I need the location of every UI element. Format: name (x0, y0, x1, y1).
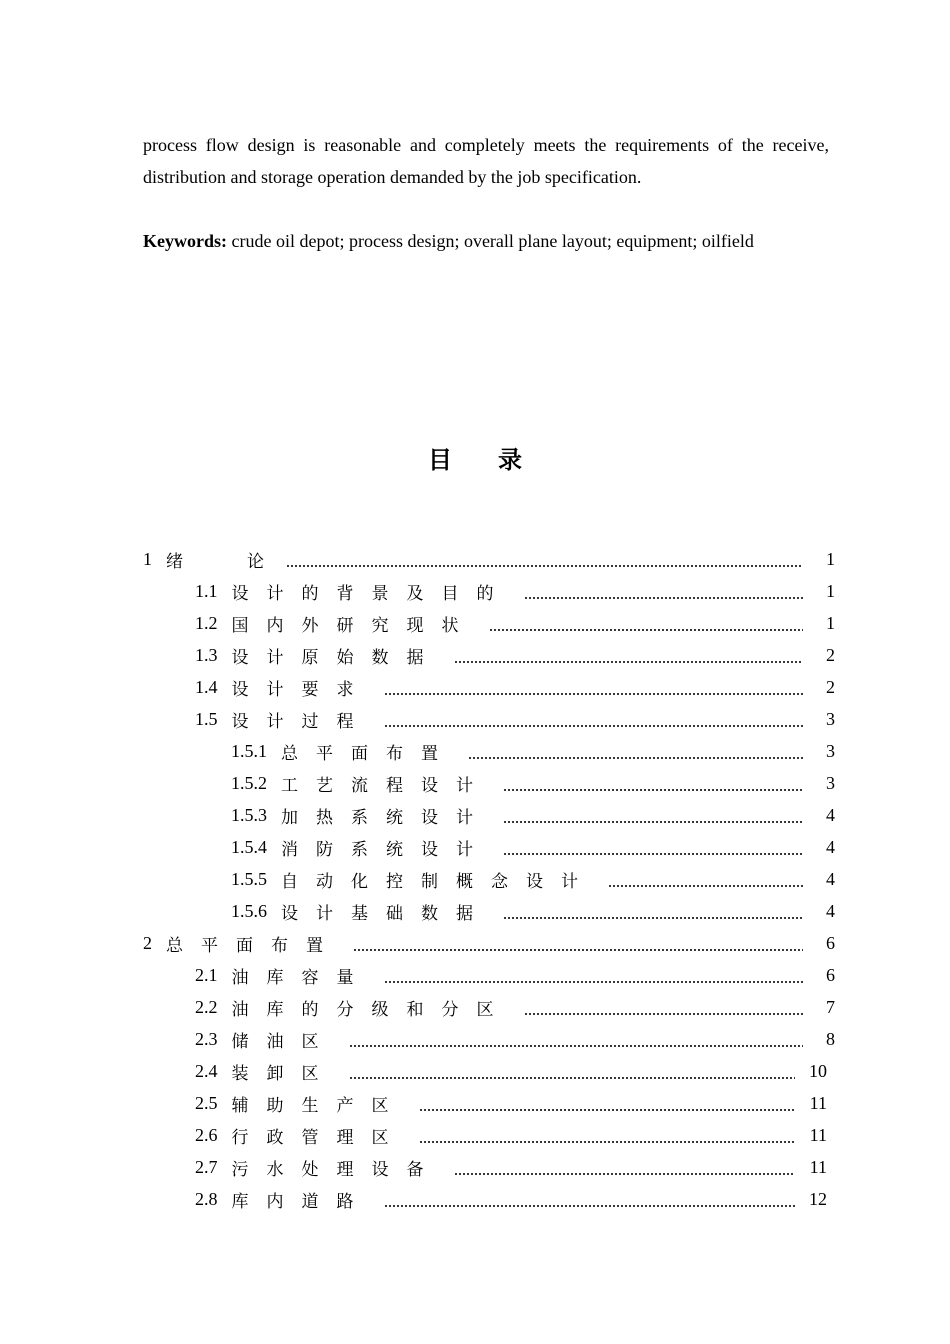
toc-entry-title: 国内外研究现状 (231, 615, 477, 636)
toc-entry-title: 污水处理设备 (231, 1159, 442, 1180)
toc-entry-title: 设计的背景及目的 (231, 583, 512, 604)
toc-entry-number: 1.2 (195, 612, 218, 633)
toc-leader-dots (503, 899, 803, 923)
toc-entry-page: 10 (809, 1060, 827, 1081)
toc-entry-number: 2.2 (195, 996, 218, 1017)
toc-leader-dots (384, 707, 804, 731)
toc-entry[interactable] (231, 831, 835, 863)
toc-entry-number: 1.5.1 (231, 740, 267, 761)
toc-entry-number: 2.3 (195, 1028, 218, 1049)
toc-leader-dots (286, 547, 803, 571)
toc-leader-dots (384, 1187, 796, 1211)
toc-entry-title: 设计过程 (231, 711, 372, 732)
toc-entry-number: 1.1 (195, 580, 218, 601)
toc-entry-title: 辅助生产区 (231, 1095, 407, 1116)
toc-entry[interactable] (143, 543, 835, 575)
toc-entry-page: 3 (826, 740, 835, 761)
toc-entry[interactable] (231, 863, 835, 895)
toc-entry-number: 1.5.3 (231, 804, 267, 825)
toc-entry-number: 1.5.4 (231, 836, 267, 857)
toc-entry-page: 4 (826, 804, 835, 825)
toc-leader-dots (489, 611, 804, 635)
toc-entry[interactable] (195, 959, 835, 991)
toc-leader-dots (349, 1027, 804, 1051)
toc-leader-dots (419, 1123, 796, 1147)
toc-entry-page: 6 (826, 964, 835, 985)
toc-entry-page: 1 (826, 548, 835, 569)
toc-entry-number: 2 (143, 932, 152, 953)
toc-entry-title: 自动化控制概念设计 (281, 871, 596, 892)
toc-entry-page: 1 (826, 580, 835, 601)
toc-leader-dots (503, 771, 803, 795)
toc-entry-number: 2.6 (195, 1124, 218, 1145)
toc-entry[interactable] (195, 671, 835, 703)
toc-entry[interactable] (195, 607, 835, 639)
toc-entry[interactable] (231, 735, 835, 767)
toc-entry[interactable] (195, 1119, 827, 1151)
toc-entry-page: 4 (826, 868, 835, 889)
toc-entry-page: 11 (809, 1092, 827, 1113)
toc-entry-number: 1.3 (195, 644, 218, 665)
keywords-line (143, 225, 829, 257)
toc-entry-number: 2.7 (195, 1156, 218, 1177)
toc-entry[interactable] (231, 895, 835, 927)
toc-entry-title: 消防系统设计 (281, 839, 491, 860)
toc-entry-title: 总平面布置 (166, 935, 341, 956)
toc-entry-page: 3 (826, 772, 835, 793)
toc-entry-number: 2.8 (195, 1188, 218, 1209)
toc-entry-page: 11 (809, 1156, 827, 1177)
toc-entry[interactable] (195, 1151, 827, 1183)
toc-entry-title: 加热系统设计 (281, 807, 491, 828)
toc-entry-page: 12 (809, 1188, 827, 1209)
abstract-text: process flow design is reasonable and completely meets the requirements of the receive, distribution and storage operation demanded by the job specification. (143, 135, 829, 187)
toc-entry[interactable] (195, 1023, 835, 1055)
toc-leader-dots (353, 931, 803, 955)
keywords-label: Keywords: (143, 231, 227, 251)
toc-leader-dots (468, 739, 803, 763)
toc-entry-page: 2 (826, 676, 835, 697)
toc-entry-page: 11 (809, 1124, 827, 1145)
toc-entry-title: 装卸区 (231, 1063, 337, 1084)
toc-entry-number: 1 (143, 548, 152, 569)
toc-entry-number: 1.4 (195, 676, 218, 697)
toc-entry[interactable] (195, 1055, 827, 1087)
toc-entry[interactable] (195, 1183, 827, 1215)
toc-entry-title: 行政管理区 (231, 1127, 407, 1148)
toc-leader-dots (524, 579, 804, 603)
toc-entry-page: 3 (826, 708, 835, 729)
toc-entry-number: 2.4 (195, 1060, 218, 1081)
toc-entry-page: 2 (826, 644, 835, 665)
toc-entry-title: 油库容量 (231, 967, 372, 988)
toc-entry[interactable] (231, 767, 835, 799)
toc-entry-title: 工艺流程设计 (281, 775, 491, 796)
toc-entry-title: 绪 论 (166, 551, 274, 572)
toc-entry-page: 6 (826, 932, 835, 953)
toc-entry-number: 1.5.5 (231, 868, 267, 889)
toc-entry-number: 1.5.6 (231, 900, 267, 921)
toc-entry-title: 总平面布置 (281, 743, 456, 764)
toc-leader-dots (349, 1059, 796, 1083)
toc-leader-dots (454, 1155, 796, 1179)
toc-entry[interactable] (195, 703, 835, 735)
toc-entry[interactable] (195, 639, 835, 671)
toc-entry-title: 设计原始数据 (231, 647, 442, 668)
toc-title: 目录 (428, 446, 568, 474)
toc-entry-title: 储油区 (231, 1031, 337, 1052)
keywords-text: crude oil depot; process design; overall plane layout; equipment; oilfield (231, 231, 754, 251)
toc-leader-dots (454, 643, 804, 667)
toc-leader-dots (384, 963, 804, 987)
toc-entry-number: 1.5 (195, 708, 218, 729)
toc-entry-page: 8 (826, 1028, 835, 1049)
toc-entry[interactable] (195, 991, 835, 1023)
toc-entry-number: 2.1 (195, 964, 218, 985)
toc-entry[interactable] (143, 927, 835, 959)
toc-leader-dots (503, 835, 803, 859)
toc-entry-title: 油库的分级和分区 (231, 999, 512, 1020)
toc-leader-dots (384, 675, 804, 699)
toc-leader-dots (503, 803, 803, 827)
toc-entry[interactable] (195, 575, 835, 607)
toc-entry-page: 1 (826, 612, 835, 633)
toc-leader-dots (608, 867, 803, 891)
toc-entry-title: 库内道路 (231, 1191, 372, 1212)
toc-leader-dots (419, 1091, 796, 1115)
toc-entry-title: 设计基础数据 (281, 903, 491, 924)
toc-entry[interactable] (195, 1087, 827, 1119)
toc-entry-page: 4 (826, 836, 835, 857)
toc-entry-page: 4 (826, 900, 835, 921)
toc-leader-dots (524, 995, 804, 1019)
toc-entry-title: 设计要求 (231, 679, 372, 700)
toc-entry-page: 7 (826, 996, 835, 1017)
toc-entry-number: 2.5 (195, 1092, 218, 1113)
toc-entry[interactable] (231, 799, 835, 831)
toc-entry-number: 1.5.2 (231, 772, 267, 793)
